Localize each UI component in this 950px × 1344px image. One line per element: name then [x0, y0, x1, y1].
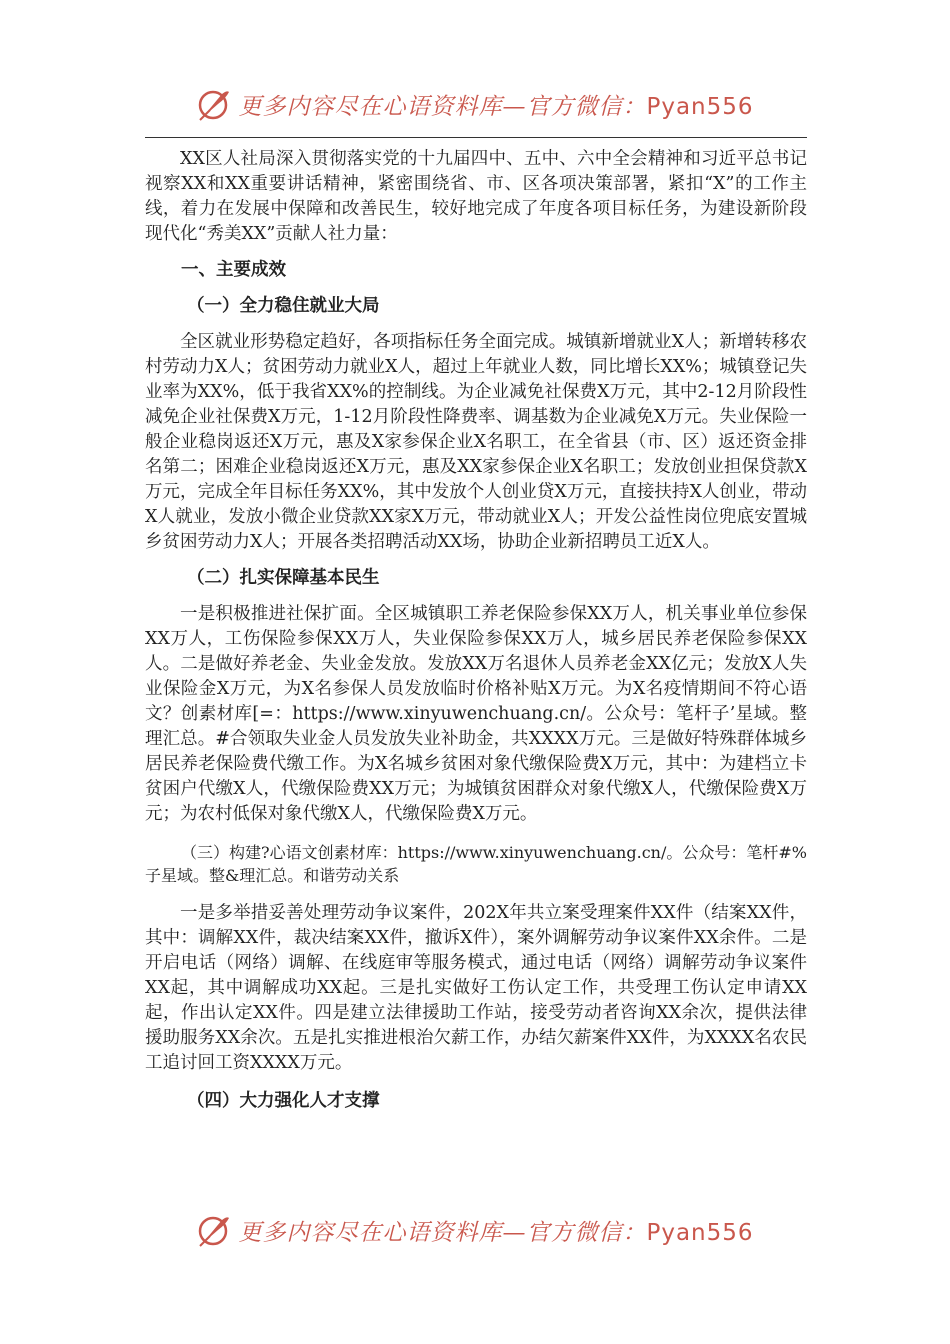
document-body	[145, 145, 807, 1114]
intro-paragraph: XX区人社局深入贯彻落实党的十九届四中、五中、六中全会精神和习近平总书记视察XX和XX重要讲话精神，紧密围绕省、市、区各项决策部署，紧扣“X”的工作主线，着力在发展中保障和改善民生，较好地完成了年度各项目标任务，为建设新阶段现代化“秀美XX”贡献人社力量：	[145, 149, 807, 244]
section4-title: （四）大力强化人才支撑	[187, 1091, 380, 1111]
header-rule	[145, 137, 807, 138]
section2-body: 一是积极推进社保扩面。全区城镇职工养老保险参保XX万人，机关事业单位参保XX万人，工伤保险参保XX万人，失业保险参保XX万人，城乡居民养老保险参保XX人。二是做好养老金、失业金发放。发放XX万名退休人员养老金XX亿元；发放X人失业保险金X万元，为X名参保人员发放临时价格补贴X万元。为X名疫情期间不符心语文？创素材库[=：https://www.xinyuwenchuang.cn/。公众号：笔杆子’星域。整理汇总。#合领取失业金人员发放失业补助金，共XXXX万元。三是做好特殊群体城乡居民养老保险费代缴工作。为X名城乡贫困对象代缴保险费X万元，其中：为建档立卡贫困户代缴X人，代缴保险费XX万元；为城镇贫困群众对象代缴X人，代缴保险费X万元；为农村低保对象代缴X人，代缴保险费X万元。	[145, 604, 807, 824]
section1-title: （一）全力稳住就业大局	[187, 296, 380, 316]
banner-text: 更多内容尽在心语资料库—官方微信：Pyan556	[238, 1219, 754, 1246]
footer-banner	[0, 1208, 950, 1252]
heading-main-results: 一、主要成效	[181, 260, 286, 280]
section2-title: （二）扎实保障基本民生	[187, 568, 380, 588]
banner-wechat-id: Pyan556	[646, 93, 754, 120]
section3-body: 一是多举措妥善处理劳动争议案件，202X年共立案受理案件XX件（结案XX件，其中：调解XX件，裁决结案XX件，撤诉X件），案外调解劳动争议案件XX余件。二是开启电话（网络）调解、在线庭审等服务模式，通过电话（网络）调解劳动争议案件XX起，其中调解成功XX起。三是扎实做好工伤认定工作，共受理工伤认定申请XX起，作出认定XX件。四是建立法律援助工作站，接受劳动者咨询XX余次，提供法律援助服务XX余次。五是扎实推进根治欠薪工作，办结欠薪案件XX件，为XXXX名农民工追讨回工资XXXX万元。	[145, 903, 807, 1073]
banner-wechat-id: Pyan556	[646, 1219, 754, 1246]
section1-body: 全区就业形势稳定趋好，各项指标任务全面完成。城镇新增就业X人；新增转移农村劳动力X人；贫困劳动力就业X人，超过上年就业人数，同比增长XX%；城镇登记失业率为XX%，低于我省XX%的控制线。为企业减免社保费X万元，其中2-12月阶段性减免企业社保费X万元，1-12月阶段性降费率、调基数为企业减免X万元。失业保险一般企业稳岗返还X万元，惠及X家参保企业X名职工，在全省县（市、区）返还资金排名第二；困难企业稳岗返还X万元，惠及XX家参保企业X名职工；发放创业担保贷款X万元，完成全年目标任务XX%，其中发放个人创业贷X万元，直接扶持X人创业，带动X人就业，发放小微企业贷款XX家X万元，带动就业X人；开发公益性岗位兜底安置城乡贫困劳动力X人；开展各类招聘活动XX场，协助企业新招聘员工近X人。	[145, 332, 807, 552]
feather-logo-icon	[196, 86, 232, 122]
feather-logo-icon	[196, 1212, 232, 1248]
header-banner	[0, 82, 950, 126]
banner-text: 更多内容尽在心语资料库—官方微信：Pyan556	[238, 93, 754, 120]
section3-title: （三）构建?心语文创素材库：https://www.xinyuwenchuang.cn/。公众号：笔杆#%子星域。整&理汇总。和谐劳动关系	[145, 843, 807, 885]
